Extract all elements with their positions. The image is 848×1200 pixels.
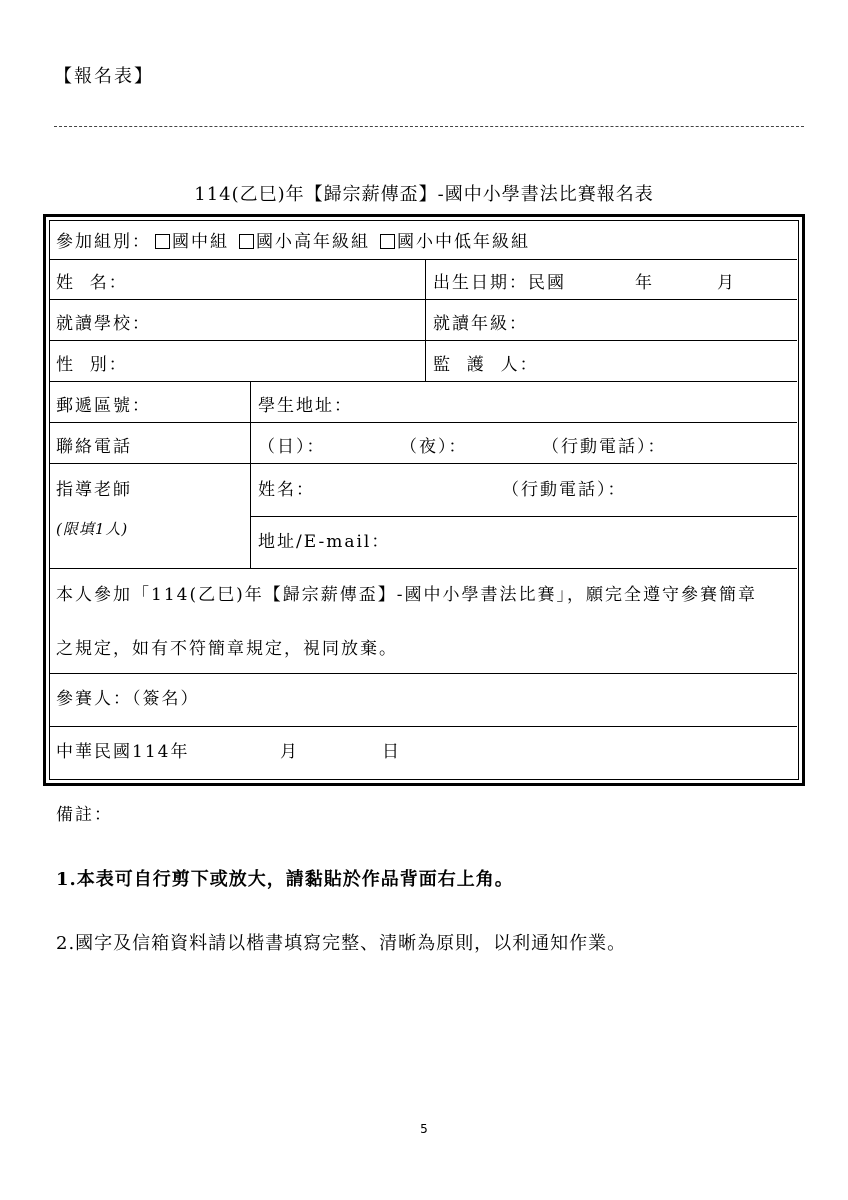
teacher-label: 指導老師 [56,480,132,500]
date-day-label: 日 [382,742,401,762]
teacher-mobile-label: （行動電話）： [502,480,627,500]
teacher-name-label: 姓名： [258,480,315,500]
row-divider [50,463,797,464]
row-divider [50,422,797,423]
participant-signature-label: 參賽人：（簽名） [56,689,200,709]
group-row [56,231,530,253]
group-label: 參加組別： [56,232,151,252]
name-label: 姓 名： [56,273,128,293]
checkbox-junior-high[interactable] [155,234,170,249]
header-label: 【報名表】 [54,66,154,87]
row-divider [50,381,797,382]
cut-line [54,126,804,127]
postal-code-label: 郵遞區號： [56,396,151,416]
birth-label: 出生日期：民國 [433,273,566,293]
declaration-line-2: 之規定，如有不符簡章規定，視同放棄。 [56,639,398,659]
phone-mobile-label: （行動電話）： [542,437,667,457]
birth-year-label: 年 [635,273,654,293]
row-divider [250,516,797,517]
guardian-label: 監 護 人： [433,355,539,375]
checkbox-upper-elementary[interactable] [239,234,254,249]
option-junior-high: 國中組 [172,232,229,252]
teacher-address-email-label: 地址/E-mail： [258,532,391,552]
phone-label: 聯絡電話 [56,437,132,457]
phone-day-label: （日）： [258,437,326,457]
teacher-limit-note: (限填1人) [56,520,129,538]
row-divider [50,673,797,674]
row-divider [50,568,797,569]
option-lower-elementary: 國小中低年級組 [397,232,530,252]
form-title: 114(乙巳)年【歸宗薪傳盃】-國中小學書法比賽報名表 [194,184,654,205]
row-divider [50,726,797,727]
phone-night-label: （夜）： [400,437,468,457]
school-label: 就讀學校： [56,314,151,334]
note-item-1: 1.本表可自行剪下或放大，請黏貼於作品背面右上角。 [56,869,514,890]
column-divider [425,259,426,381]
page-number: 5 [420,1122,428,1136]
row-divider [50,299,797,300]
note-item-2: 2.國字及信箱資料請以楷書填寫完整、清晰為原則，以利通知作業。 [56,933,627,954]
form-table [49,220,799,780]
notes-label: 備註： [56,805,113,825]
row-divider [50,340,797,341]
row-divider [50,259,797,260]
checkbox-lower-elementary[interactable] [380,234,395,249]
date-month-label: 月 [280,742,299,762]
student-address-label: 學生地址： [258,396,353,416]
option-upper-elementary: 國小高年級組 [256,232,370,252]
grade-label: 就讀年級： [433,314,528,334]
birth-month-label: 月 [717,273,736,293]
date-prefix: 中華民國114年 [56,742,190,762]
declaration-line-1: 本人參加「114(乙巳)年【歸宗薪傳盃】-國中小學書法比賽」，願完全遵守參賽簡章 [56,585,757,605]
gender-label: 性 別： [56,355,128,375]
column-divider [250,381,251,568]
